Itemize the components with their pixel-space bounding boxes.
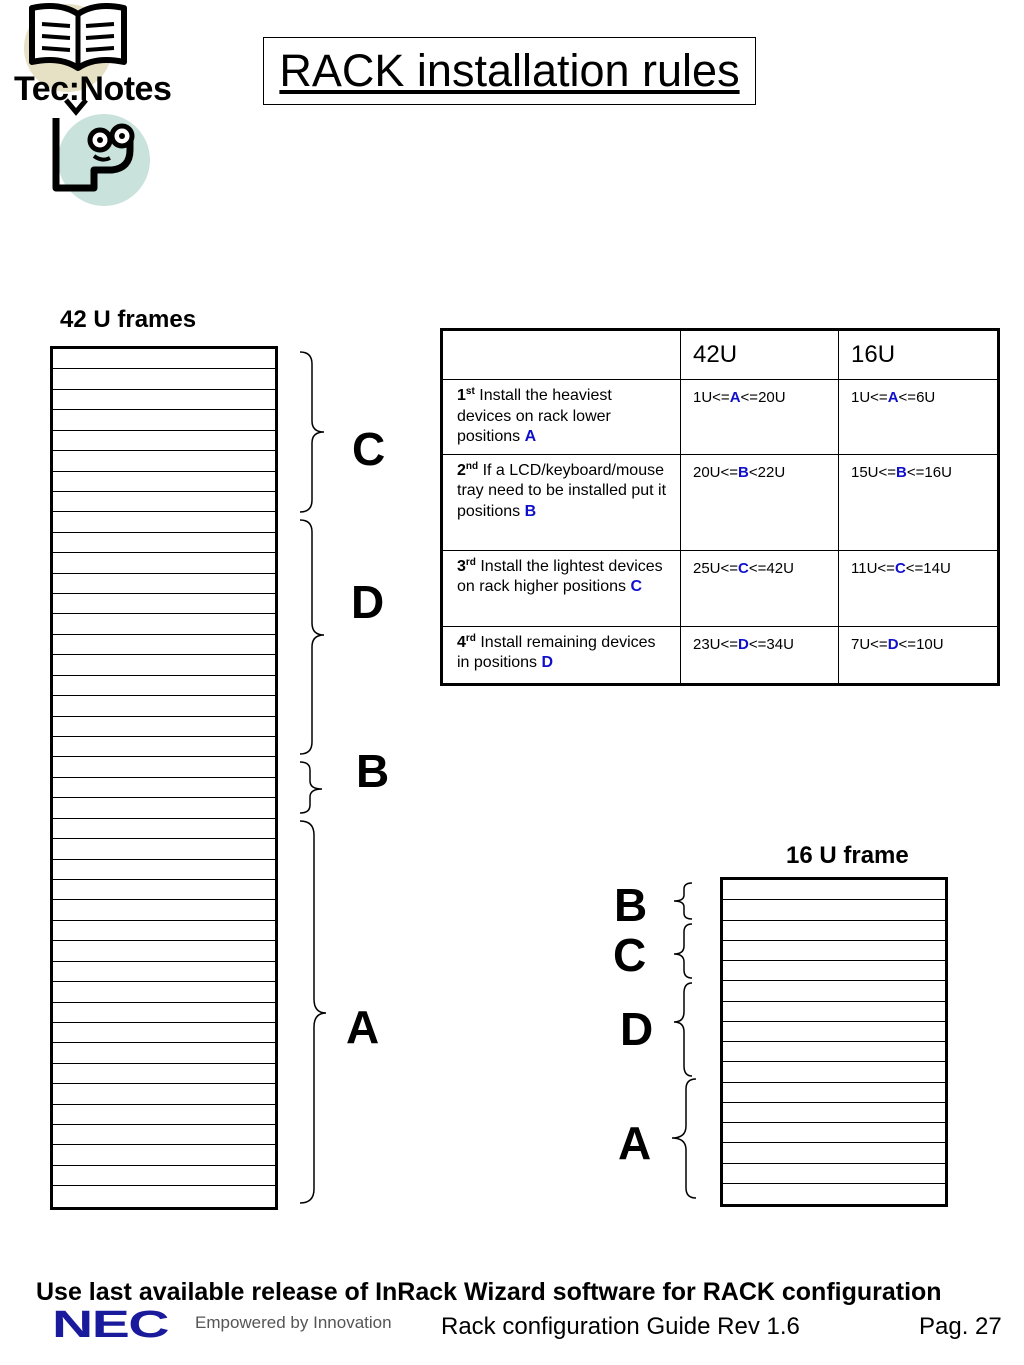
rack-unit-slot <box>53 860 275 880</box>
rack-unit-slot <box>53 900 275 920</box>
rack-unit-slot <box>723 941 945 961</box>
section-16-d-label: D <box>620 1003 654 1055</box>
rack-unit-slot <box>53 533 275 553</box>
rule-description <box>442 380 681 455</box>
rule-text: Install the lightest devices on rack higher positions <box>457 557 663 595</box>
range-42u: 20U<=B<22U <box>681 454 839 550</box>
rack-unit-slot <box>53 962 275 982</box>
rack-unit-slot <box>723 1164 945 1184</box>
rule-text: Install the heaviest devices on rack lower positions <box>457 387 612 445</box>
section-b-label: B <box>356 745 390 797</box>
rack-unit-slot <box>53 492 275 512</box>
rack-unit-slot <box>53 757 275 777</box>
rack-unit-slot <box>53 410 275 430</box>
brace-16-c <box>674 924 692 978</box>
rack-unit-slot <box>53 737 275 757</box>
rack-unit-slot <box>53 451 275 471</box>
rack-16u-diagram <box>720 877 948 1207</box>
rack-unit-slot <box>53 614 275 634</box>
range-42u: 25U<=C<=42U <box>681 550 839 626</box>
rack-unit-slot <box>53 921 275 941</box>
rule-order: 1st <box>457 386 475 404</box>
rack-16u-braces <box>664 876 704 1206</box>
range-16u: 11U<=C<=14U <box>839 550 999 626</box>
rack-unit-slot <box>53 574 275 594</box>
nec-logo-mark <box>52 1306 412 1342</box>
rack-unit-slot <box>53 839 275 859</box>
rack-unit-slot <box>53 594 275 614</box>
rack-unit-slot <box>53 798 275 818</box>
tec-notes-logo <box>10 0 180 215</box>
rack-unit-slot <box>53 1043 275 1063</box>
rack-unit-slot <box>53 982 275 1002</box>
rack-unit-slot <box>53 819 275 839</box>
range-42u: 23U<=D<=34U <box>681 626 839 684</box>
table-row <box>442 550 999 626</box>
table-row <box>442 454 999 550</box>
nec-tagline: Empowered by Innovation <box>195 1313 392 1332</box>
rule-position-letter: D <box>541 654 554 671</box>
header-cell-42u: 42U <box>681 330 839 380</box>
rule-order: 3rd <box>457 556 476 575</box>
rack-unit-slot <box>53 390 275 410</box>
rack-unit-slot <box>53 512 275 532</box>
rack-unit-slot <box>723 1002 945 1022</box>
rule-description <box>442 550 681 626</box>
rack-unit-slot <box>723 1062 945 1082</box>
brace-b <box>300 762 322 813</box>
rule-order: 2nd <box>457 460 479 479</box>
rack-unit-slot <box>53 472 275 492</box>
footer-note: Use last available release of InRack Wizard software for RACK configuration <box>36 1278 942 1306</box>
rack-unit-slot <box>723 981 945 1001</box>
rack-unit-slot <box>53 1145 275 1165</box>
brace-c <box>300 352 324 512</box>
rack-unit-slot <box>53 717 275 737</box>
rack-42u-diagram <box>50 346 278 1210</box>
rack-unit-slot <box>53 1105 275 1125</box>
table-header-row <box>442 330 999 380</box>
rack-unit-slot <box>53 676 275 696</box>
nec-brand-text: NEC <box>52 1306 169 1342</box>
rack-unit-slot <box>53 778 275 798</box>
rack-unit-slot <box>723 1123 945 1143</box>
brace-a <box>300 821 326 1203</box>
rule-text: If a LCD/keyboard/mouse tray need to be installed put it positions <box>457 461 667 520</box>
rack-unit-slot <box>53 553 275 573</box>
rules-table <box>440 328 1000 686</box>
rack-unit-slot <box>723 921 945 941</box>
rule-order: 4rd <box>457 632 476 651</box>
rack-unit-slot <box>723 961 945 981</box>
rack-unit-slot <box>53 1084 275 1104</box>
brace-16-d <box>674 983 692 1076</box>
nec-logo <box>52 1306 412 1342</box>
section-c-label: C <box>352 423 386 475</box>
section-16-b-label: B <box>614 879 648 931</box>
logo-text: Tec:Notes <box>14 70 172 108</box>
rule-position-letter: B <box>524 502 537 520</box>
brace-16-b <box>674 883 692 919</box>
rule-description <box>442 626 681 684</box>
rack-unit-slot <box>53 369 275 389</box>
header-cell <box>442 330 681 380</box>
rack-42u-braces <box>290 345 340 1215</box>
rack-unit-slot <box>53 1003 275 1023</box>
title-box <box>263 37 756 105</box>
rack-unit-slot <box>723 900 945 920</box>
rule-description <box>442 454 681 550</box>
table-row <box>442 626 999 684</box>
rack-unit-slot <box>53 880 275 900</box>
rack-unit-slot <box>53 941 275 961</box>
section-16-c-label: C <box>613 929 647 981</box>
frame-16-label: 16 U frame <box>786 842 909 869</box>
frame-42-label: 42 U frames <box>60 306 197 333</box>
rack-unit-slot <box>723 1184 945 1204</box>
rack-unit-slot <box>723 1143 945 1163</box>
section-a-label: A <box>346 1001 380 1053</box>
rack-unit-slot <box>53 1023 275 1043</box>
page-title: RACK installation rules <box>279 45 740 96</box>
section-16-a-label: A <box>618 1117 652 1169</box>
rack-unit-slot <box>723 1042 945 1062</box>
rack-unit-slot <box>53 635 275 655</box>
page-number: Pag. 27 <box>919 1313 1002 1340</box>
rack-unit-slot <box>723 880 945 900</box>
rack-unit-slot <box>53 1166 275 1186</box>
rack-unit-slot <box>53 1125 275 1145</box>
section-d-label: D <box>351 576 385 628</box>
rack-unit-slot <box>53 349 275 369</box>
rack-unit-slot <box>53 696 275 716</box>
guide-revision: Rack configuration Guide Rev 1.6 <box>441 1313 800 1340</box>
rack-unit-slot <box>723 1083 945 1103</box>
header-cell-16u: 16U <box>839 330 999 380</box>
rule-position-letter: C <box>630 578 642 595</box>
rack-unit-slot <box>53 431 275 451</box>
rack-unit-slot <box>723 1103 945 1123</box>
range-16u: 15U<=B<=16U <box>839 454 999 550</box>
brace-d <box>300 520 324 754</box>
rack-unit-slot <box>53 1064 275 1084</box>
brace-16-a <box>672 1079 696 1198</box>
rule-text: Install remaining devices in positions <box>457 633 656 671</box>
range-16u: 1U<=A<=6U <box>839 380 999 455</box>
table-row <box>442 380 999 455</box>
rack-unit-slot <box>53 1186 275 1206</box>
rack-unit-slot <box>53 655 275 675</box>
rule-position-letter: A <box>524 428 537 445</box>
rack-unit-slot <box>723 1022 945 1042</box>
range-42u: 1U<=A<=20U <box>681 380 839 455</box>
range-16u: 7U<=D<=10U <box>839 626 999 684</box>
